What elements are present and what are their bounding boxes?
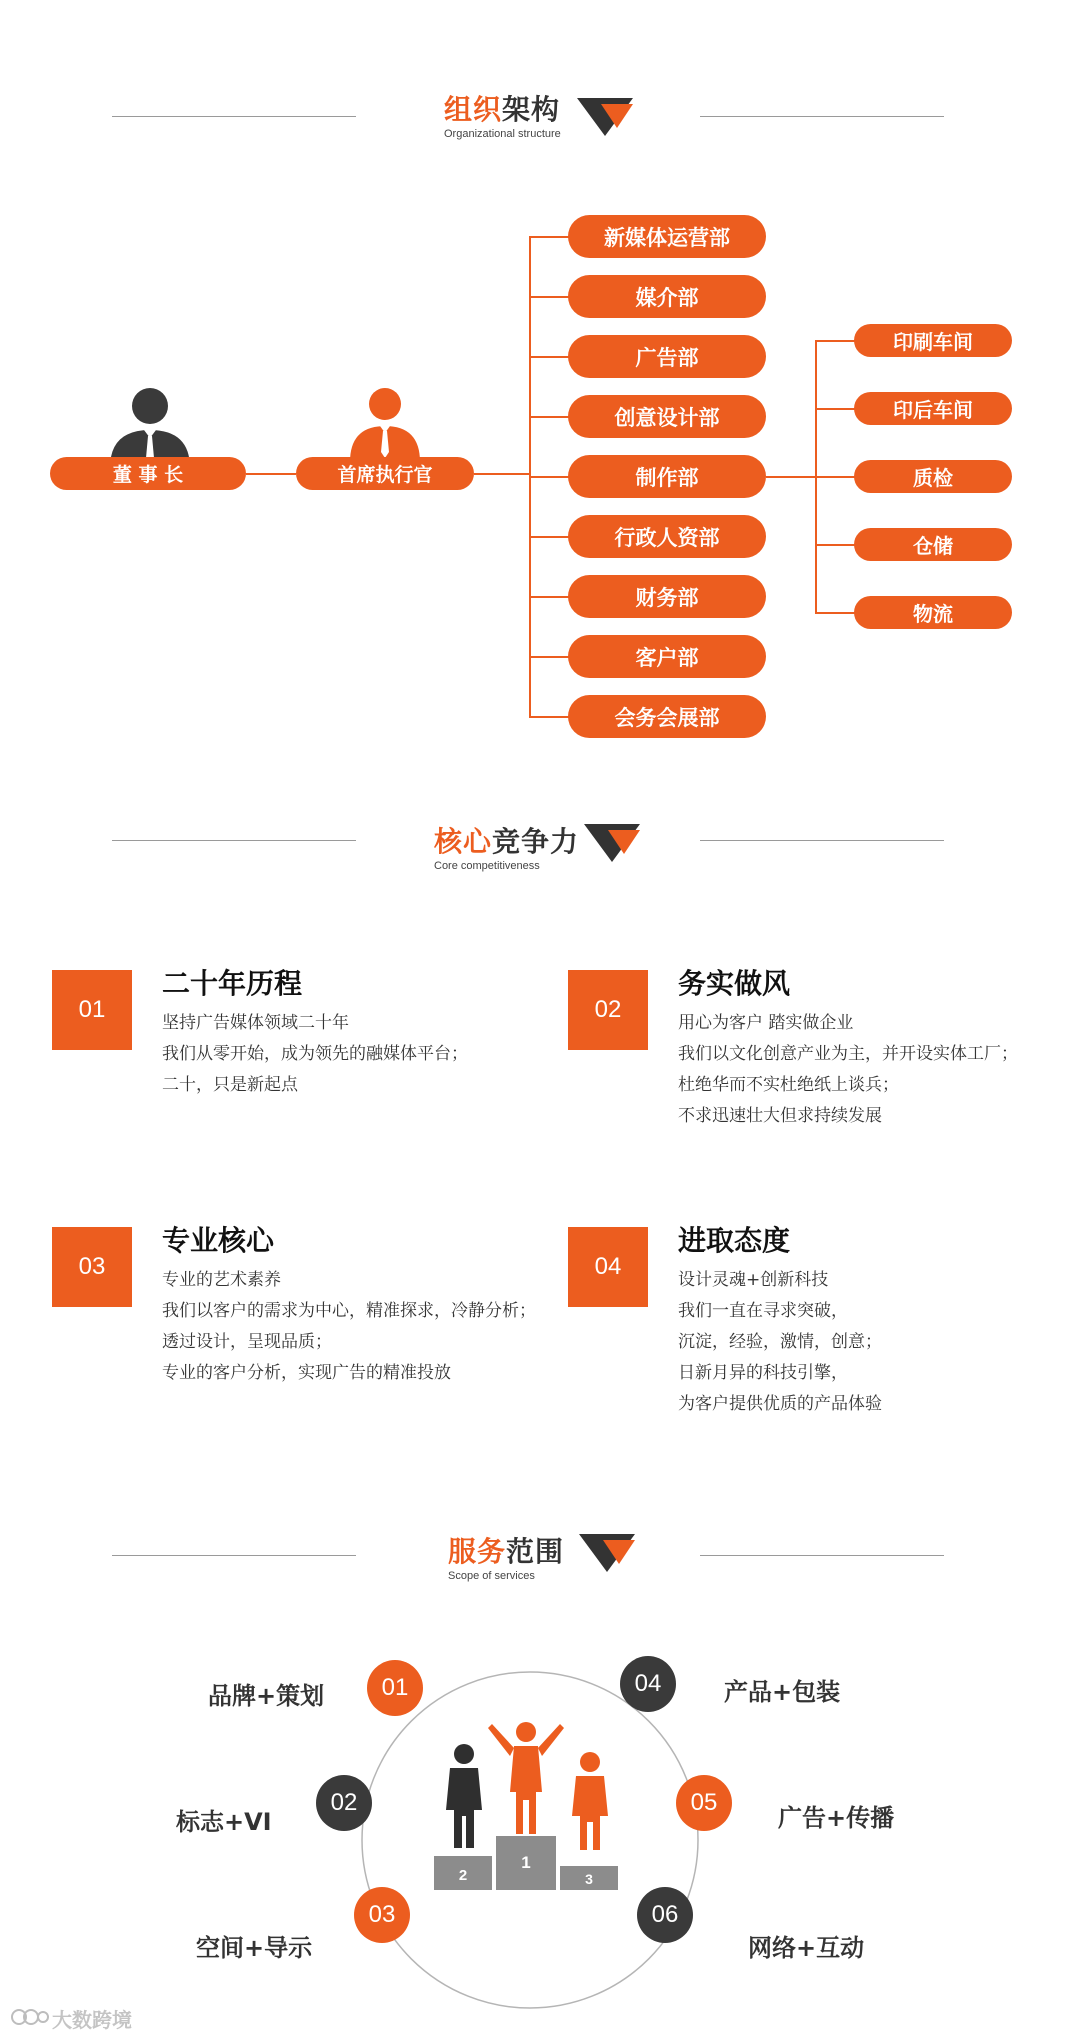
department-pill: 广告部 [568, 335, 766, 378]
item-line: 不求迅速壮大但求持续发展 [678, 1106, 882, 1126]
branch [815, 612, 855, 614]
service-number-circle: 02 [316, 1775, 372, 1831]
chairman-pill: 董 事 长 [50, 457, 246, 490]
item-line: 我们一直在寻求突破， [678, 1301, 848, 1321]
branch [529, 416, 569, 418]
section-subtitle: Core competitiveness [434, 860, 540, 872]
branch [529, 356, 569, 358]
department-pill: 会务会展部 [568, 695, 766, 738]
item-line: 专业的艺术素养 [162, 1270, 281, 1290]
production-unit-pill: 质检 [854, 460, 1012, 493]
connector-production [766, 476, 816, 478]
item-number-box: 01 [52, 970, 132, 1050]
connector-chairman-ceo [246, 473, 296, 475]
ceo-pill: 首席执行官 [296, 457, 474, 490]
branch [815, 340, 855, 342]
item-line: 我们以文化创意产业为主，并开设实体工厂； [678, 1044, 1018, 1064]
service-number-circle: 03 [354, 1887, 410, 1943]
service-label: 产品+包装 [724, 1678, 841, 1706]
section-subtitle: Scope of services [448, 1570, 535, 1582]
production-unit-pill: 物流 [854, 596, 1012, 629]
connector-ceo-departments [474, 473, 530, 475]
production-unit-pill: 印后车间 [854, 392, 1012, 425]
section-divider-left [112, 116, 356, 117]
department-pill: 行政人资部 [568, 515, 766, 558]
section-title: 核心竞争力 [434, 825, 580, 858]
section-divider-right [700, 840, 944, 841]
item-title: 进取态度 [678, 1224, 791, 1257]
item-line: 用心为客户 踏实做企业 [678, 1013, 854, 1033]
branch [529, 716, 569, 718]
item-line: 二十，只是新起点 [162, 1075, 298, 1095]
branch [815, 476, 855, 478]
branch [529, 596, 569, 598]
item-title: 二十年历程 [162, 967, 303, 1000]
triangle-logo-icon [579, 1534, 635, 1572]
branch [529, 656, 569, 658]
department-pill: 客户部 [568, 635, 766, 678]
service-label: 网络+互动 [748, 1934, 865, 1962]
production-unit-pill: 仓储 [854, 528, 1012, 561]
triangle-logo-icon [577, 98, 633, 136]
item-line: 设计灵魂+创新科技 [678, 1270, 829, 1290]
podium-label-3: 3 [585, 1871, 593, 1887]
department-pill: 财务部 [568, 575, 766, 618]
service-number-circle: 06 [637, 1887, 693, 1943]
item-line: 我们以客户的需求为中心，精准探求，冷静分析； [162, 1301, 536, 1321]
service-label: 空间+导示 [196, 1934, 313, 1962]
item-line: 我们从零开始，成为领先的融媒体平台； [162, 1044, 468, 1064]
section-divider-left [112, 1555, 356, 1556]
service-number-circle: 05 [676, 1775, 732, 1831]
podium-icon [430, 1718, 630, 1898]
branch [815, 408, 855, 410]
podium-label-2: 2 [458, 1867, 468, 1884]
section-subtitle: Organizational structure [444, 128, 561, 140]
item-line: 坚持广告媒体领域二十年 [162, 1013, 349, 1033]
item-line: 专业的客户分析，实现广告的精准投放 [162, 1363, 451, 1383]
watermark-logo-icon [10, 2003, 50, 2029]
ceo-avatar-icon [344, 386, 426, 462]
item-line: 沉淀，经验，激情，创意； [678, 1332, 882, 1352]
department-pill-production: 制作部 [568, 455, 766, 498]
production-unit-pill: 印刷车间 [854, 324, 1012, 357]
department-pill: 新媒体运营部 [568, 215, 766, 258]
department-pill: 创意设计部 [568, 395, 766, 438]
section-title: 组织架构 [444, 93, 561, 126]
item-line: 透过设计，呈现品质； [162, 1332, 332, 1352]
section-title: 服务范围 [448, 1535, 565, 1568]
item-line: 杜绝华而不实杜绝纸上谈兵； [678, 1075, 899, 1095]
branch [529, 476, 569, 478]
item-number-box: 03 [52, 1227, 132, 1307]
branch [815, 544, 855, 546]
service-number-circle: 04 [620, 1656, 676, 1712]
service-label: 标志+VI [176, 1808, 272, 1836]
item-number-box: 02 [568, 970, 648, 1050]
item-line: 为客户提供优质的产品体验 [678, 1394, 882, 1414]
podium-label-1: 1 [521, 1853, 531, 1872]
triangle-logo-icon [584, 824, 640, 862]
branch [529, 296, 569, 298]
section-divider-left [112, 840, 356, 841]
service-label: 广告+传播 [778, 1804, 895, 1832]
item-title: 专业核心 [162, 1224, 275, 1257]
chairman-avatar-icon [104, 386, 196, 468]
item-line: 日新月异的科技引擎， [678, 1363, 848, 1383]
branch [529, 236, 569, 238]
item-number-box: 04 [568, 1227, 648, 1307]
service-label: 品牌+策划 [208, 1682, 325, 1710]
section-divider-right [700, 1555, 944, 1556]
item-title: 务实做风 [678, 967, 791, 1000]
section-divider-right [700, 116, 944, 117]
watermark-text: 大数跨境 [52, 2008, 132, 2032]
branch [529, 536, 569, 538]
department-pill: 媒介部 [568, 275, 766, 318]
service-number-circle: 01 [367, 1660, 423, 1716]
